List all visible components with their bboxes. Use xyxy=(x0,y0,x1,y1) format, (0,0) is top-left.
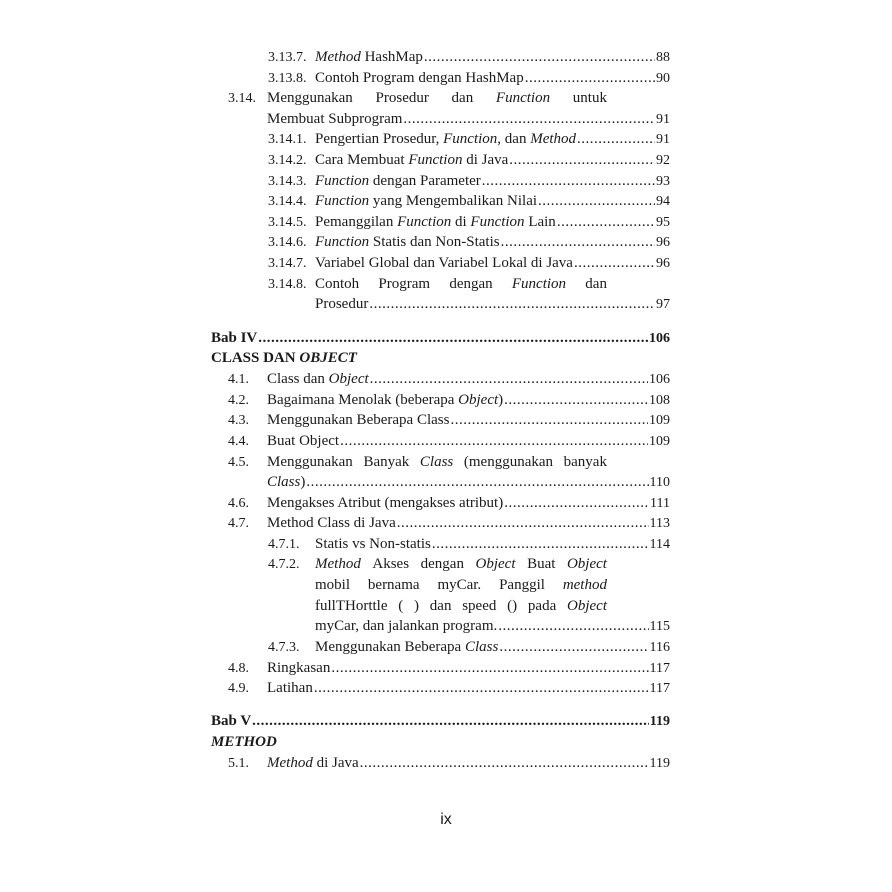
toc-entry-3-14-2 xyxy=(268,150,670,171)
entry-number: 4.7.3. xyxy=(268,640,300,655)
entry-title-word: dengan xyxy=(420,556,464,572)
entry-title: Variabel Global dan Variabel Lokal di Java xyxy=(315,255,573,271)
entry-title-word: Method xyxy=(315,556,361,572)
toc-entry-4-1 xyxy=(228,369,670,390)
entry-number: 3.14.3. xyxy=(268,174,307,189)
toc-entry-4-3 xyxy=(228,410,670,431)
entry-number: 3.14. xyxy=(228,91,256,106)
dot-leader xyxy=(424,47,655,68)
dot-leader xyxy=(306,472,648,493)
entry-number: 4.7. xyxy=(228,516,249,531)
entry-title-word: fullTHorttle xyxy=(315,598,388,614)
entry-title-word: dengan xyxy=(449,276,493,292)
toc-entry-4-4 xyxy=(228,431,670,452)
toc-entry-3-14-6 xyxy=(268,232,670,253)
entry-title: Contoh Program dengan HashMap xyxy=(315,70,524,86)
entry-title-word: Contoh xyxy=(315,276,360,292)
entry-title: Buat Object xyxy=(267,433,340,449)
entry-title: Ringkasan xyxy=(267,660,331,676)
entry-page: 117 xyxy=(649,681,670,696)
entry-title-word: Object xyxy=(566,556,607,572)
entry-title: Prosedur xyxy=(315,296,369,312)
entry-title-word: ) xyxy=(414,598,420,614)
entry-title-italic: Function xyxy=(470,214,525,230)
entry-title-word: Program xyxy=(378,276,431,292)
dot-leader xyxy=(397,513,649,534)
entry-title-word: untuk xyxy=(572,90,607,106)
entry-title: myCar, dan jalankan program. xyxy=(315,618,498,634)
entry-title-italic: Function xyxy=(315,193,370,209)
entry-number: 4.4. xyxy=(228,434,249,449)
entry-title-word: Object xyxy=(475,556,516,572)
entry-title: di Java xyxy=(312,755,359,771)
dot-leader xyxy=(557,212,655,233)
entry-title: HashMap xyxy=(360,49,423,65)
entry-title-italic: Function xyxy=(315,173,370,189)
entry-title-italic: Function xyxy=(315,234,370,250)
chapter-title: CLASS DAN xyxy=(211,350,300,366)
toc-entry-5-1 xyxy=(228,753,670,774)
entry-title-italic: Function xyxy=(397,214,452,230)
entry-page: 111 xyxy=(650,496,670,511)
entry-title: Pemanggilan xyxy=(315,214,398,230)
dot-leader xyxy=(498,616,648,637)
entry-title: Bagaimana Menolak (beberapa xyxy=(267,392,459,408)
entry-title: di xyxy=(451,214,471,230)
entry-number: 3.14.5. xyxy=(268,215,307,230)
entry-page: 117 xyxy=(649,661,670,676)
toc-entry-4-9 xyxy=(228,678,670,699)
entry-page: 88 xyxy=(656,50,670,65)
entry-title-italic: Function xyxy=(443,131,498,147)
dot-leader xyxy=(574,253,655,274)
entry-page: 110 xyxy=(649,475,670,490)
toc-entry-4-6 xyxy=(228,493,670,514)
entry-title-word: bernama xyxy=(367,577,420,593)
entry-page: 92 xyxy=(656,153,670,168)
entry-number: 4.5. xyxy=(228,455,249,470)
entry-number: 3.13.8. xyxy=(268,71,307,86)
entry-number: 4.7.1. xyxy=(268,537,300,552)
entry-title-word: dan xyxy=(451,90,474,106)
dot-leader xyxy=(369,294,655,315)
entry-page: 93 xyxy=(656,174,670,189)
entry-number: 3.14.4. xyxy=(268,194,307,209)
toc-entry-3-14-8-cont xyxy=(315,294,670,315)
entry-page: 114 xyxy=(649,537,670,552)
entry-title-word: speed xyxy=(462,598,497,614)
entry-title-italic: Function xyxy=(408,152,463,168)
toc-entry-4-7-3 xyxy=(268,637,670,658)
entry-title: Class dan xyxy=(267,371,329,387)
chapter-title-italic: OBJECT xyxy=(299,350,357,366)
dot-leader xyxy=(482,171,655,192)
dot-leader xyxy=(252,711,649,732)
entry-title-word: Function xyxy=(511,276,567,292)
entry-page: 113 xyxy=(649,516,670,531)
entry-number: 4.3. xyxy=(228,413,249,428)
entry-title-italic: Object xyxy=(458,392,499,408)
entry-number: 4.8. xyxy=(228,661,249,676)
page-number: ix xyxy=(440,811,452,828)
dot-leader xyxy=(360,753,649,774)
entry-page: 106 xyxy=(649,372,670,387)
entry-title-italic: Class xyxy=(267,474,301,490)
entry-page: 91 xyxy=(656,112,670,127)
entry-page: 115 xyxy=(649,619,670,634)
toc-entry-4-7-2-l3 xyxy=(315,596,670,617)
dot-leader xyxy=(509,150,655,171)
toc-entry-4-7 xyxy=(228,513,670,534)
toc-entry-3-14-cont xyxy=(267,109,670,130)
dot-leader xyxy=(258,328,648,349)
entry-number: 3.14.6. xyxy=(268,235,307,250)
chapter-page: 119 xyxy=(649,714,670,729)
entry-number: 3.14.8. xyxy=(268,277,307,292)
toc-entry-3-14-5 xyxy=(268,212,670,233)
entry-page: 116 xyxy=(649,640,670,655)
dot-leader xyxy=(450,410,648,431)
entry-number: 3.14.1. xyxy=(268,132,307,147)
dot-leader xyxy=(525,68,655,89)
entry-number: 3.14.2. xyxy=(268,153,307,168)
entry-title-italic: Method xyxy=(267,755,313,771)
toc-entry-3-14-8 xyxy=(268,274,670,295)
entry-page: 90 xyxy=(656,71,670,86)
entry-number: 4.6. xyxy=(228,496,249,511)
entry-title-word: method xyxy=(562,577,607,593)
entry-title-word: Banyak xyxy=(363,454,410,470)
entry-title: yang Mengembalikan Nilai xyxy=(369,193,538,209)
dot-leader xyxy=(499,637,648,658)
toc-entry-4-7-1 xyxy=(268,534,670,555)
toc-entry-4-5-cont xyxy=(267,472,670,493)
entry-title-word: ( xyxy=(398,598,404,614)
chapter-label: Bab IV xyxy=(211,330,258,346)
toc-entry-3-14-3 xyxy=(268,171,670,192)
entry-title: Statis vs Non-statis xyxy=(315,536,431,552)
entry-title: Menggunakan Beberapa Class xyxy=(267,412,450,428)
entry-title: dengan Parameter xyxy=(369,173,481,189)
toc-chapter-5 xyxy=(211,711,670,732)
entry-page: 96 xyxy=(656,235,670,250)
entry-title: ) xyxy=(300,474,306,490)
entry-number: 4.7.2. xyxy=(268,557,300,572)
toc-entry-4-8 xyxy=(228,658,670,679)
toc-entry-4-7-2-l2 xyxy=(315,575,670,596)
entry-page: 96 xyxy=(656,256,670,271)
entry-title-word: Panggil xyxy=(499,577,545,593)
dot-leader xyxy=(370,369,648,390)
entry-page: 109 xyxy=(649,434,670,449)
entry-title-word: () xyxy=(507,598,518,614)
entry-page: 95 xyxy=(656,215,670,230)
dot-leader xyxy=(314,678,649,699)
entry-title: Pengertian Prosedur, xyxy=(315,131,444,147)
entry-title-word: Function xyxy=(495,90,551,106)
entry-title-word: Class xyxy=(419,454,454,470)
entry-title-word: pada xyxy=(527,598,557,614)
entry-title-word: Object xyxy=(567,598,607,614)
entry-title-word: banyak xyxy=(563,454,607,470)
toc-entry-4-5 xyxy=(228,452,670,473)
entry-title-word: dan xyxy=(585,276,607,292)
chapter-label: Bab V xyxy=(211,713,252,729)
entry-title-italic: Method xyxy=(315,49,361,65)
entry-title-word: (menggunakan xyxy=(463,454,554,470)
chapter-title-italic: METHOD xyxy=(211,734,277,750)
entry-title: Lain xyxy=(524,214,556,230)
entry-title: Statis dan Non-Statis xyxy=(369,234,500,250)
entry-title-word: Prosedur xyxy=(375,90,429,106)
entry-title: Membuat Subprogram xyxy=(267,111,403,127)
dot-leader xyxy=(577,129,655,150)
entry-title: Latihan xyxy=(267,680,313,696)
dot-leader xyxy=(331,658,648,679)
entry-title-italic: Object xyxy=(328,371,369,387)
toc-chapter-4 xyxy=(211,328,670,349)
entry-title: , dan xyxy=(497,131,531,147)
entry-title-word: Akses xyxy=(372,556,410,572)
toc-entry-3-14-4 xyxy=(268,191,670,212)
entry-number: 3.13.7. xyxy=(268,50,307,65)
toc-entry-3-14-1 xyxy=(268,129,670,150)
toc-entry-3-14 xyxy=(228,88,670,109)
dot-leader xyxy=(501,232,655,253)
entry-title-word: mobil xyxy=(315,577,351,593)
entry-page: 97 xyxy=(656,297,670,312)
entry-page: 109 xyxy=(649,413,670,428)
entry-page: 119 xyxy=(649,756,670,771)
entry-number: 5.1. xyxy=(228,756,249,771)
entry-title: Cara Membuat xyxy=(315,152,409,168)
entry-title: di Java xyxy=(462,152,509,168)
entry-title-italic: Class xyxy=(464,639,499,655)
dot-leader xyxy=(432,534,649,555)
entry-title: Menggunakan Beberapa xyxy=(315,639,465,655)
chapter-4-title xyxy=(211,348,670,369)
toc-entry-3-13-8 xyxy=(268,68,670,89)
entry-number: 4.2. xyxy=(228,393,249,408)
toc-entry-4-7-2-l4 xyxy=(315,616,670,637)
entry-page: 94 xyxy=(656,194,670,209)
entry-page: 91 xyxy=(656,132,670,147)
entry-title-word: myCar. xyxy=(437,577,482,593)
entry-title-word: dan xyxy=(429,598,452,614)
toc-entry-3-14-7 xyxy=(268,253,670,274)
dot-leader xyxy=(504,390,648,411)
dot-leader xyxy=(403,109,655,130)
entry-title-word: Menggunakan xyxy=(267,90,353,106)
toc-entry-4-7-2 xyxy=(268,554,670,575)
entry-page: 108 xyxy=(649,393,670,408)
entry-title: Mengakses Atribut (mengakses atribut) xyxy=(267,495,504,511)
toc-entry-3-13-7 xyxy=(268,47,670,68)
entry-number: 4.1. xyxy=(228,372,249,387)
entry-title-word: Buat xyxy=(527,556,556,572)
entry-title-italic: Method xyxy=(530,131,577,147)
entry-title: Method Class di Java xyxy=(267,515,396,531)
dot-leader xyxy=(340,431,648,452)
entry-title: ) xyxy=(498,392,504,408)
entry-title-word: Menggunakan xyxy=(267,454,353,470)
entry-number: 3.14.7. xyxy=(268,256,307,271)
dot-leader xyxy=(538,191,655,212)
dot-leader xyxy=(504,493,649,514)
chapter-page: 106 xyxy=(649,331,670,346)
toc-entry-4-2 xyxy=(228,390,670,411)
entry-number: 4.9. xyxy=(228,681,249,696)
chapter-5-title xyxy=(211,732,670,753)
